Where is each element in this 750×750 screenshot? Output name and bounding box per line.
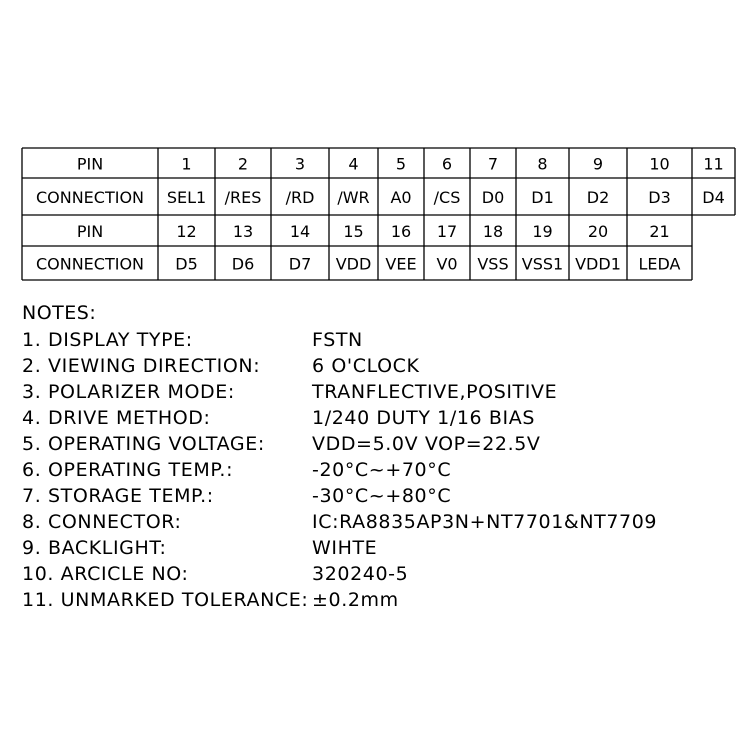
pin-number-cell: 16 bbox=[390, 222, 412, 241]
connection-signal-cell: D1 bbox=[531, 188, 554, 207]
note-item bbox=[22, 459, 742, 485]
connection-signal-cell: /RES bbox=[224, 188, 262, 207]
connection-signal-cell: D0 bbox=[481, 188, 505, 207]
note-label: 1. DISPLAY TYPE: bbox=[22, 329, 193, 351]
note-item bbox=[22, 407, 742, 433]
pin-number-cell: 18 bbox=[482, 222, 504, 241]
connection-signal-cell: D7 bbox=[288, 254, 312, 274]
connection-signal-cell: VDD1 bbox=[575, 254, 621, 274]
note-label: 6. OPERATING TEMP.: bbox=[22, 459, 234, 481]
pin-table bbox=[0, 0, 750, 290]
note-value: FSTN bbox=[312, 329, 363, 351]
connection-signal-cell: A0 bbox=[390, 188, 412, 207]
note-value: VDD=5.0V VOP=22.5V bbox=[312, 433, 541, 455]
pin-number-cell: 7 bbox=[487, 154, 499, 174]
note-item bbox=[22, 433, 742, 459]
pin-number-cell: 10 bbox=[649, 154, 670, 174]
pin-number-cell: 19 bbox=[532, 222, 553, 241]
pin-number-cell: 15 bbox=[343, 222, 364, 241]
note-label: 2. VIEWING DIRECTION: bbox=[22, 355, 261, 377]
connection-signal-cell: D3 bbox=[648, 188, 671, 207]
pin-number-cell: 14 bbox=[289, 222, 311, 241]
pin-number-cell: 17 bbox=[436, 222, 458, 241]
note-value: -30°C~+80°C bbox=[312, 485, 452, 507]
connection-signal-cell: D5 bbox=[175, 254, 198, 274]
pin-number-cell: 2 bbox=[237, 154, 249, 174]
pin-header-cell: PIN bbox=[76, 154, 104, 174]
pin-number-cell: 3 bbox=[294, 154, 306, 174]
note-item bbox=[22, 381, 742, 407]
connection-header-cell: CONNECTION bbox=[35, 188, 145, 207]
note-label: 4. DRIVE METHOD: bbox=[22, 407, 211, 429]
pin-number-cell: 8 bbox=[537, 154, 548, 174]
note-value: 1/240 DUTY 1/16 BIAS bbox=[312, 407, 535, 429]
note-label: 9. BACKLIGHT: bbox=[22, 537, 167, 559]
note-value: -20°C~+70°C bbox=[312, 459, 452, 481]
note-value: IC:RA8835AP3N+NT7701&NT7709 bbox=[312, 511, 658, 533]
note-item bbox=[22, 485, 742, 511]
connection-signal-cell: SEL1 bbox=[166, 188, 207, 207]
connection-signal-cell: VDD bbox=[335, 254, 372, 274]
note-item bbox=[22, 329, 742, 355]
note-value: ±0.2mm bbox=[312, 589, 399, 611]
pin-number-cell: 9 bbox=[592, 154, 604, 174]
pin-number-cell: 20 bbox=[587, 222, 609, 241]
connection-signal-cell: D2 bbox=[586, 188, 610, 207]
note-label: 5. OPERATING VOLTAGE: bbox=[22, 433, 265, 455]
note-value: TRANFLECTIVE,POSITIVE bbox=[312, 381, 558, 403]
pin-number-cell: 11 bbox=[703, 154, 724, 174]
note-label: 8. CONNECTOR: bbox=[22, 511, 182, 533]
connection-signal-cell: D4 bbox=[702, 188, 725, 207]
pin-header-cell: PIN bbox=[76, 222, 104, 241]
note-item bbox=[22, 537, 742, 563]
connection-signal-cell: LEDA bbox=[638, 254, 681, 274]
connection-signal-cell: VSS1 bbox=[521, 254, 564, 274]
note-label: 11. UNMARKED TOLERANCE: bbox=[22, 589, 309, 611]
note-value: WIHTE bbox=[312, 537, 378, 559]
connection-signal-cell: VSS bbox=[477, 254, 509, 274]
note-value: 320240-5 bbox=[312, 563, 409, 585]
pin-number-cell: 13 bbox=[232, 222, 254, 241]
connection-signal-cell: /WR bbox=[337, 188, 370, 207]
note-label: 7. STORAGE TEMP.: bbox=[22, 485, 214, 507]
connection-signal-cell: /RD bbox=[285, 188, 315, 207]
note-item bbox=[22, 355, 742, 381]
connection-signal-cell: /CS bbox=[433, 188, 461, 207]
pin-number-cell: 12 bbox=[176, 222, 197, 241]
connection-signal-cell: D6 bbox=[231, 254, 255, 274]
notes-title: NOTES: bbox=[22, 302, 97, 324]
note-item bbox=[22, 589, 742, 615]
pin-number-cell: 1 bbox=[181, 154, 192, 174]
pin-number-cell: 5 bbox=[395, 154, 407, 174]
note-label: 3. POLARIZER MODE: bbox=[22, 381, 235, 403]
pin-number-cell: 21 bbox=[649, 222, 670, 241]
note-item bbox=[22, 563, 742, 589]
pin-number-cell: 6 bbox=[441, 154, 453, 174]
note-value: 6 O'CLOCK bbox=[312, 355, 420, 377]
note-label: 10. ARCICLE NO: bbox=[22, 563, 189, 585]
connection-signal-cell: V0 bbox=[436, 254, 458, 274]
note-item bbox=[22, 511, 742, 537]
connection-header-cell: CONNECTION bbox=[35, 254, 145, 274]
pin-number-cell: 4 bbox=[348, 154, 359, 174]
connection-signal-cell: VEE bbox=[385, 254, 417, 274]
